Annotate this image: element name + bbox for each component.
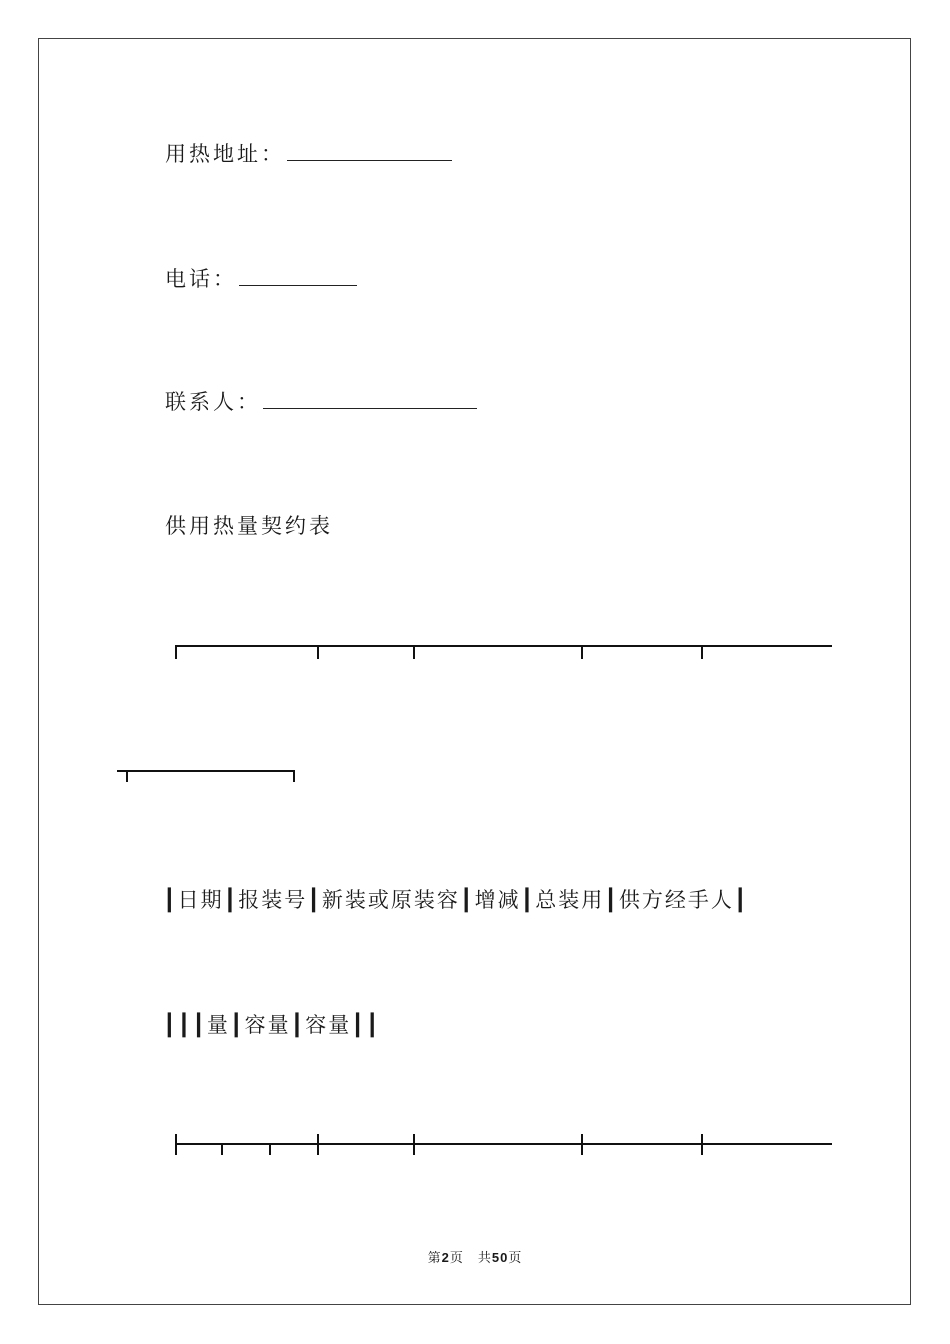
footer-prefix: 第	[427, 1251, 442, 1266]
footer-page-number: 2	[441, 1250, 450, 1265]
table-wrap-rule	[117, 771, 295, 782]
footer-total-pages: 50	[491, 1250, 509, 1265]
address-label: 用热地址：	[165, 142, 285, 166]
table-title: 供用热量契约表	[165, 514, 333, 538]
phone-label: 电话：	[165, 267, 237, 291]
table-bottom-rule	[175, 1134, 832, 1155]
contact-label: 联系人：	[165, 390, 261, 414]
footer-mid: 页 共	[449, 1251, 492, 1266]
table-header-row-2: ┃┃┃量┃容量┃容量┃┃	[163, 1013, 381, 1037]
table-header-row-1: ┃日期┃报装号┃新装或原装容┃增减┃总装用┃供方经手人┃	[163, 888, 749, 912]
footer-suffix: 页	[508, 1251, 523, 1266]
page-footer	[0, 1247, 950, 1266]
